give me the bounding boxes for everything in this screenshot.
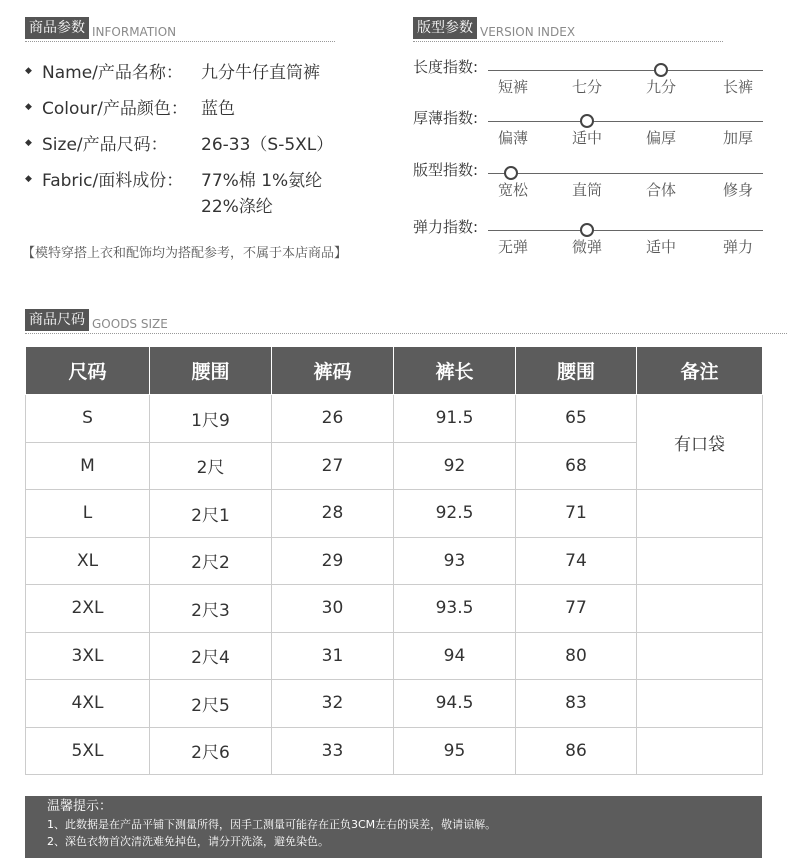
index-option: 偏厚: [645, 129, 677, 147]
table-cell: 68: [516, 442, 637, 490]
header-pants-size: 裤码: [272, 347, 394, 395]
goods-size-divider: [25, 333, 787, 334]
table-cell: 92: [394, 442, 516, 490]
index-label: 弹力指数:: [413, 218, 479, 236]
index-marker-icon: [580, 223, 594, 237]
index-option: 七分: [571, 78, 603, 96]
header-remark: 备注: [637, 347, 763, 395]
tips-line: 1、此数据是在产品平铺下测量所得，因手工测量可能存在正负3CM左右的误差，敬请谅解。: [47, 818, 497, 831]
goods-size-subtitle: GOODS SIZE: [92, 317, 168, 331]
info-value: 九分牛仔直筒裤: [201, 63, 320, 83]
index-option: 适中: [645, 238, 677, 256]
goods-size-title: 商品尺码: [25, 309, 89, 331]
bullet-icon: ◆: [25, 102, 32, 112]
table-cell: L: [26, 490, 150, 538]
table-cell: 31: [272, 632, 394, 680]
index-marker-icon: [580, 114, 594, 128]
table-cell: S: [26, 395, 150, 443]
table-cell-empty: [637, 632, 763, 680]
info-label: Size/产品尺码：: [42, 135, 168, 155]
information-divider: [25, 41, 335, 42]
header-length: 裤长: [394, 347, 516, 395]
table-row: [26, 537, 763, 585]
model-styling-note: 【模特穿搭上衣和配饰均为搭配参考，不属于本店商品】: [22, 246, 348, 261]
table-cell: 33: [272, 727, 394, 775]
table-cell: 86: [516, 727, 637, 775]
table-cell: 65: [516, 395, 637, 443]
information-subtitle: INFORMATION: [92, 25, 177, 39]
info-row-colour: [25, 94, 395, 130]
table-cell: 2尺4: [150, 632, 272, 680]
table-cell: 93: [394, 537, 516, 585]
index-marker-icon: [504, 166, 518, 180]
bullet-icon: ◆: [25, 66, 32, 76]
index-track: [488, 121, 763, 122]
index-option: 弹力: [722, 238, 754, 256]
index-option: 偏薄: [497, 129, 529, 147]
index-track: [488, 70, 763, 71]
index-option: 无弹: [497, 238, 529, 256]
index-option: 九分: [645, 78, 677, 96]
table-cell-empty: [637, 585, 763, 633]
length-index-scale: [413, 56, 765, 102]
info-label: Name/产品名称：: [42, 63, 183, 83]
tips-panel: [25, 796, 762, 858]
thickness-index-scale: [413, 107, 765, 153]
info-value: 26-33（S-5XL）: [201, 135, 334, 155]
index-option: 长裤: [722, 78, 754, 96]
index-option: 合体: [645, 181, 677, 199]
table-cell: 2XL: [26, 585, 150, 633]
table-cell: M: [26, 442, 150, 490]
product-info-list: [25, 58, 395, 226]
info-row-name: [25, 58, 395, 94]
version-index-divider: [413, 41, 723, 42]
remark-cell: 有口袋: [637, 395, 763, 490]
table-cell: 1尺9: [150, 395, 272, 443]
table-cell: 83: [516, 680, 637, 728]
table-row: [26, 632, 763, 680]
table-row: [26, 395, 763, 443]
table-cell: 94.5: [394, 680, 516, 728]
index-track: [488, 230, 763, 231]
index-option: 直筒: [571, 181, 603, 199]
table-cell: 3XL: [26, 632, 150, 680]
info-row-fabric: [25, 166, 395, 226]
table-cell: 2尺: [150, 442, 272, 490]
index-option: 适中: [571, 129, 603, 147]
table-cell: 32: [272, 680, 394, 728]
table-cell: 5XL: [26, 727, 150, 775]
info-label: Fabric/面料成份：: [42, 171, 184, 191]
info-row-size: [25, 130, 395, 166]
header-waist-cm: 腰围: [516, 347, 637, 395]
table-cell: 74: [516, 537, 637, 585]
information-header: [25, 17, 176, 39]
table-cell: XL: [26, 537, 150, 585]
table-cell: 95: [394, 727, 516, 775]
table-cell: 4XL: [26, 680, 150, 728]
table-cell: 77: [516, 585, 637, 633]
index-track: [488, 173, 763, 174]
bullet-icon: ◆: [25, 138, 32, 148]
table-cell: 2尺2: [150, 537, 272, 585]
table-cell: 94: [394, 632, 516, 680]
table-header-row: [26, 347, 763, 395]
table-row: [26, 490, 763, 538]
info-value: 77%棉 1%氨纶: [201, 171, 323, 191]
header-waist-chi: 腰围: [150, 347, 272, 395]
index-option: 微弹: [571, 238, 603, 256]
info-value-continued: 22%涤纶: [201, 197, 273, 217]
table-cell-empty: [637, 490, 763, 538]
index-label: 厚薄指数:: [413, 109, 479, 127]
table-cell: 91.5: [394, 395, 516, 443]
info-label: Colour/产品颜色：: [42, 99, 188, 119]
table-row: [26, 727, 763, 775]
info-value: 蓝色: [201, 99, 235, 119]
table-cell: 2尺3: [150, 585, 272, 633]
index-label: 版型指数:: [413, 161, 479, 179]
table-cell: 29: [272, 537, 394, 585]
index-option: 短裤: [497, 78, 529, 96]
information-title: 商品参数: [25, 17, 89, 39]
version-index-subtitle: VERSION INDEX: [480, 25, 576, 39]
size-chart-table: [25, 346, 763, 775]
table-cell: 26: [272, 395, 394, 443]
tips-title: 温馨提示：: [47, 799, 113, 814]
table-cell: 2尺1: [150, 490, 272, 538]
index-label: 长度指数:: [413, 58, 479, 76]
elasticity-index-scale: [413, 216, 765, 262]
index-option: 加厚: [722, 129, 754, 147]
table-cell: 30: [272, 585, 394, 633]
table-cell: 92.5: [394, 490, 516, 538]
fit-index-scale: [413, 159, 765, 205]
table-row: [26, 585, 763, 633]
bullet-icon: ◆: [25, 174, 32, 184]
table-cell: 71: [516, 490, 637, 538]
header-size: 尺码: [26, 347, 150, 395]
version-index-header: [413, 17, 575, 39]
goods-size-header: [25, 309, 168, 331]
table-cell-empty: [637, 537, 763, 585]
index-option: 修身: [722, 181, 754, 199]
table-cell: 27: [272, 442, 394, 490]
index-marker-icon: [654, 63, 668, 77]
index-option: 宽松: [497, 181, 529, 199]
table-cell-empty: [637, 680, 763, 728]
tips-line: 2、深色衣物首次清洗难免掉色，请分开洗涤，避免染色。: [47, 835, 329, 848]
table-cell-empty: [637, 727, 763, 775]
table-cell: 2尺5: [150, 680, 272, 728]
table-cell: 80: [516, 632, 637, 680]
table-cell: 28: [272, 490, 394, 538]
table-cell: 93.5: [394, 585, 516, 633]
table-cell: 2尺6: [150, 727, 272, 775]
version-index-title: 版型参数: [413, 17, 477, 39]
table-row: [26, 680, 763, 728]
